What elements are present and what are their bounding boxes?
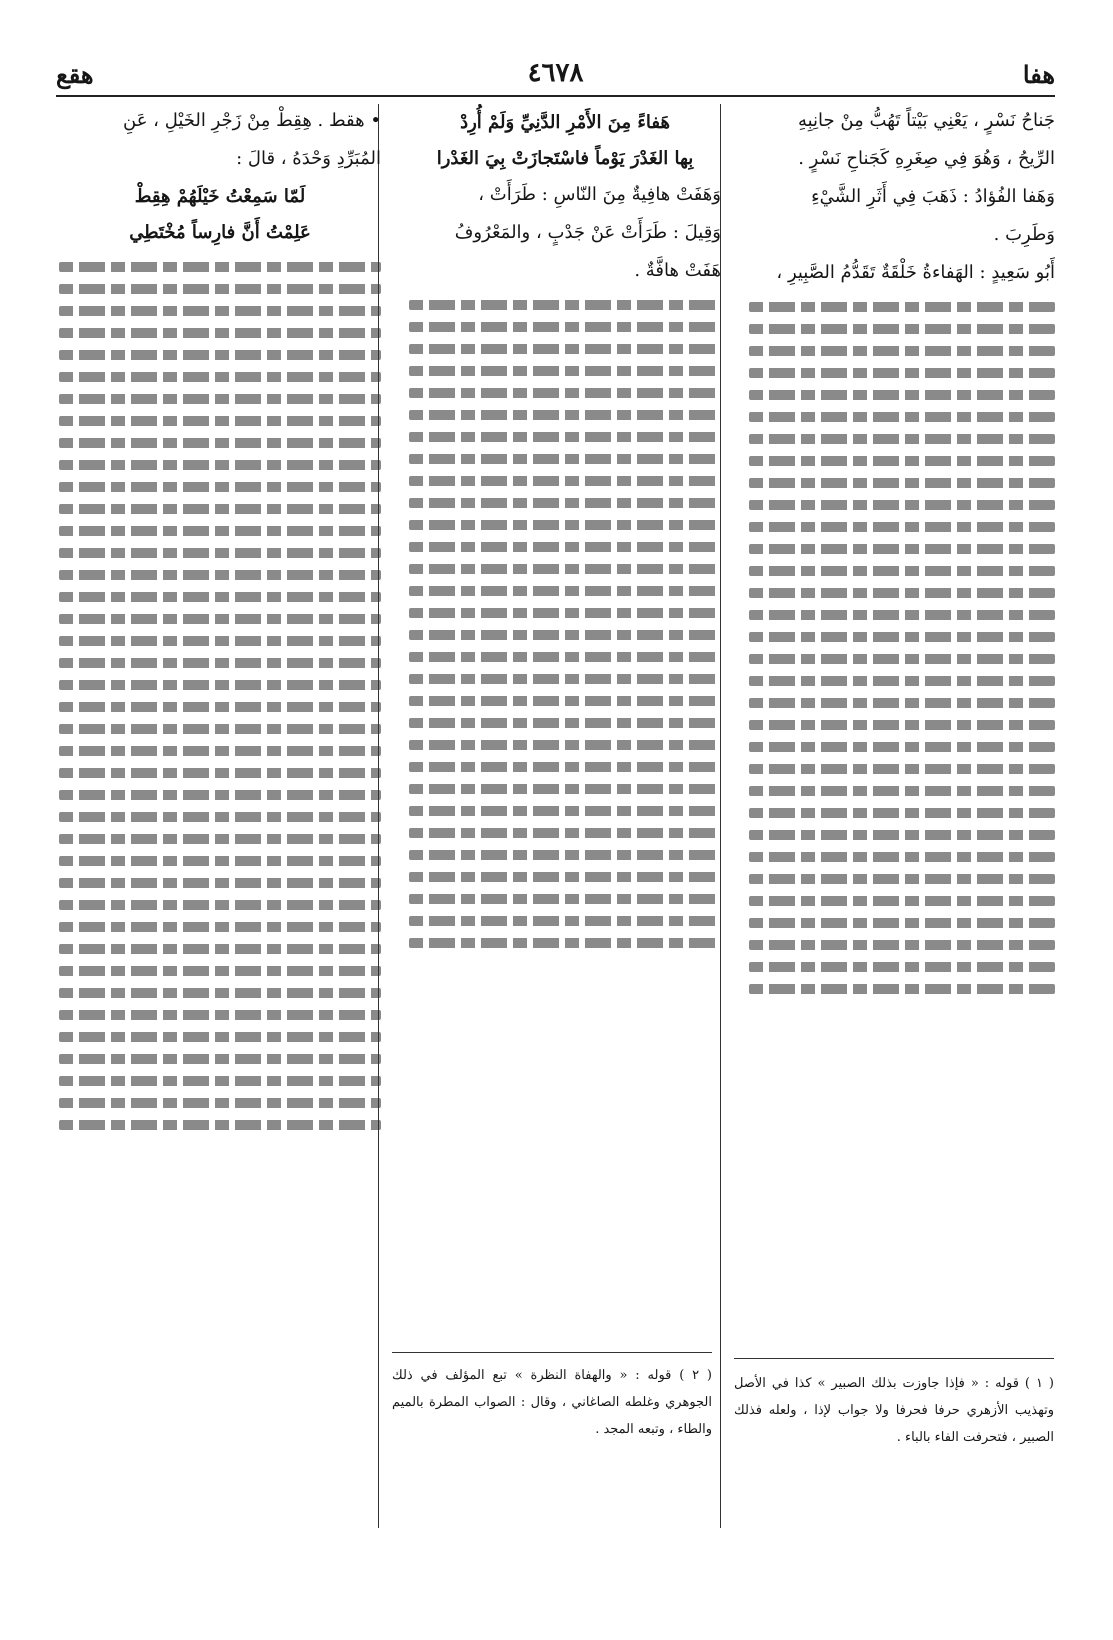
footnote-right: ( ١ ) قوله : « فإذا جاوزت بذلك الصبير » كذا في الأصل وتهذيب الأزهري حرفا فحرفا ولا جواب لإذا ، ولعله فذلك الصبير ، فتحرفت الفاء بالباء . — [734, 1376, 1054, 1445]
text-line: هَفَتْ هافَّةٌ . — [634, 260, 721, 281]
footnote-rule-right — [734, 1358, 1054, 1359]
text-line: وَهَفا الفُؤادُ : ذَهَبَ فِي أَثَرِ الشَّيْءِ — [811, 186, 1055, 207]
column-left — [59, 104, 381, 1640]
footnote-rule-middle — [392, 1352, 712, 1353]
text-line: جَناحُ نَسْرٍ ، يَعْنِي بَيْتاً تَهُبُّ مِنْ جانِبِهِ — [797, 110, 1055, 131]
verse-line: هَفاءً مِنَ الأَمْرِ الدَّنِيِّ وَلَمْ أُرِدْ — [460, 112, 670, 133]
text-line: أَبُو سَعِيدٍ : الهَفاءةُ خَلْقَةٌ تَقَدُّمُ الصَّبِيرِ ، — [776, 262, 1055, 283]
verse-line: لَمّا سَمِعْتُ خَيْلَهُمْ هِقِطْ — [134, 186, 306, 207]
entry-line: • هقط . هِقِطْ مِنْ زَجْرِ الخَيْلِ ، عَنِ — [123, 110, 381, 131]
verse-line: بِها الغَدْرَ يَوْماً فاسْتَجازَتْ بِيَ الغَدْرا — [436, 148, 694, 169]
text-line: وَقِيلَ : طَرَأَتْ عَنْ جَدْبٍ ، والمَعْرُوفُ — [454, 222, 721, 243]
page-header — [56, 58, 1055, 96]
text-line: المُبَرِّدِ وَحْدَهُ ، قالَ : — [236, 148, 381, 169]
header-headword-right: هفا — [1022, 60, 1055, 89]
column-body-placeholder — [59, 262, 381, 1130]
footnote-middle: ( ٢ ) قوله : « والهفاة النظرة » تبع المؤلف في ذلك الجوهري وغلطه الصاغاني ، وقال : الصواب المطرة بالميم والطاء ، وتبعه المجد . — [392, 1368, 712, 1437]
header-rule — [56, 95, 1055, 97]
text-line: وَهَفَتْ هافِيةٌ مِنَ النّاسِ : طَرَأَتْ ، — [478, 184, 721, 205]
header-headword-left: هقع — [56, 60, 94, 89]
text-line: وَطَرِبَ . — [993, 224, 1055, 245]
text-line: الرِّيحُ ، وَهُوَ فِي صِغَرِهِ كَجَناحِ نَسْرٍ . — [798, 148, 1055, 169]
verse-line: عَلِمْتُ أَنَّ فارِساً مُخْتَطِي — [129, 222, 311, 243]
page-number: ٤٦٧٨ — [527, 58, 584, 88]
column-body-placeholder — [749, 302, 1055, 994]
column-body-placeholder — [409, 300, 721, 948]
